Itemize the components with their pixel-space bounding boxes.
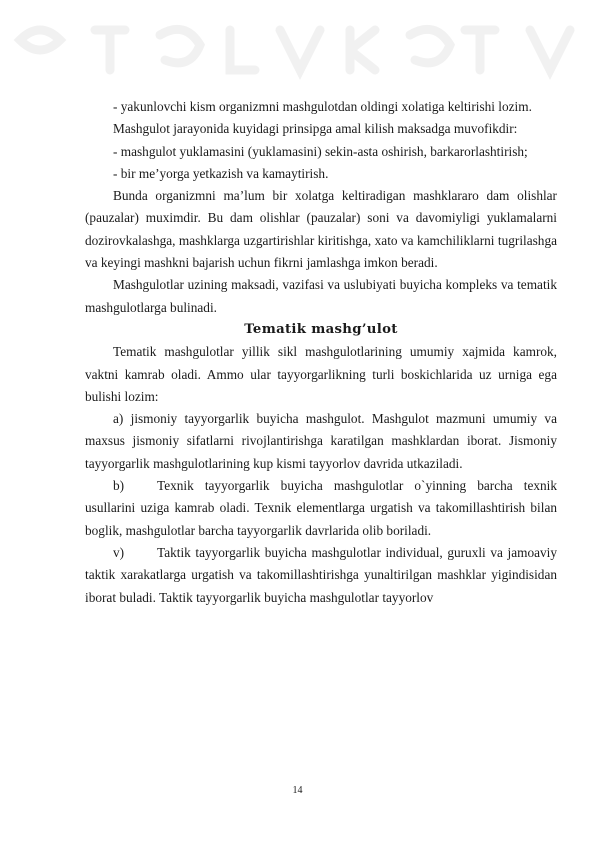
list-item [85, 542, 557, 609]
list-item-text: Taktik tayyorgarlik buyicha mashgulotlar individual, guruxli va jamoaviy taktik xarakatlarga urgatish va takomillashtirishga yunaltirilgan mashklar yigindisidan iborat buladi. Taktik tayyorgarlik buyicha mashgulotlar tayyorlov [85, 544, 557, 605]
paragraph: Bunda organizmni ma’lum bir xolatga keltiradigan mashklararo dam olishlar (pauzalar) muximdir. Bu dam olishlar (pauzalar) soni va davomiyligi yuklamalarni dozirovkalashga, mashklarga uzgartirishlar kiritishga, xato va kamchiliklarni tugrilashga va keyingi mashkni bajarish uchun fikrni jamlashga imkon beradi. [85, 188, 557, 271]
list-item-text: Texnik tayyorgarlik buyicha mashgulotlar o`yinning barcha texnik usullarini uziga kamrab oladi. Texnik elementlarga urgatish va takomillashtirish bilan boglik, mashgulotlar barcha tayyorgarlik davrlarida olib boriladi. [85, 478, 557, 538]
list-item [85, 475, 557, 542]
paragraph: - yakunlovchi kism organizmni mashgulotdan oldingi xolatiga keltirishi lozim. [113, 99, 532, 114]
paragraph: - mashgulot yuklamasini (yuklamasini) sekin-asta oshirish, barkarorlashtirish; [113, 143, 528, 159]
paragraph: Tematik mashgulotlar yillik sikl mashgulotlarining umumiy xajmida kamrok, vaktni kamrab oladi. Ammo ular tayyorgarlikning turli boskichlarida uz urniga ega bulishi lozim: [85, 344, 557, 404]
paragraph: - bir me’yorga yetkazish va kamaytirish. [113, 165, 329, 181]
paragraph: Mashgulot jarayonida kuyidagi prinsipga amal kilish maksadga muvofikdir: [113, 121, 518, 137]
page-number: 14 [292, 785, 303, 796]
section-heading: Tematik mashg’ulot [244, 321, 398, 337]
list-marker: v) [113, 544, 125, 560]
paragraph: a) jismoniy tayyorgarlik buyicha mashgulot. Mashgulot mazmuni umumiy va maxsus jismoniy sifatlarni rivojlantirishga karatilgan mashklardan iborat. Jismoniy tayyorgarlik mashgulotlarining kup kismi tayyorlov davrida utkaziladi. [85, 411, 557, 471]
paragraph: Mashgulotlar uzining maksadi, vazifasi va uslubiyati buyicha kompleks va tematik mashgulotlarga bulinadi. [85, 277, 557, 315]
document-page [85, 96, 557, 609]
list-marker: b) [113, 478, 125, 494]
